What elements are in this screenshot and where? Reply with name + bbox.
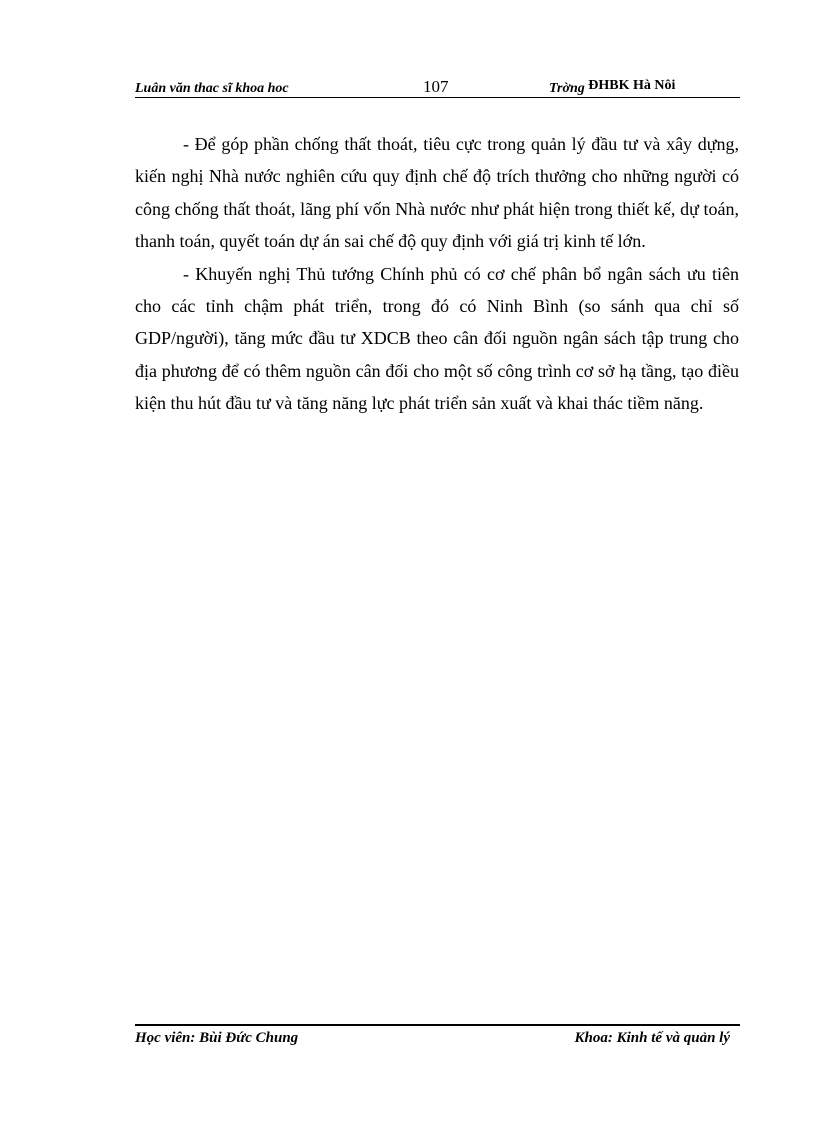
body-text xyxy=(135,128,739,420)
paragraph-1: - Để góp phần chống thất thoát, tiêu cực trong quản lý đầu tư và xây dựng, kiến nghị Nhà nước nghiên cứu quy định chế độ trích thưởng cho những người có công chống thất thoát, lãng phí vốn Nhà nước như phát hiện trong thiết kế, dự toán, thanh toán, quyết toán dự án sai chế độ quy định với giá trị kinh tế lớn. xyxy=(135,134,739,252)
page-header xyxy=(135,76,740,98)
header-rule xyxy=(135,97,740,98)
page-footer xyxy=(135,1024,740,1054)
thesis-title: Luân văn thac sĩ khoa hoc xyxy=(135,81,289,96)
footer-rule xyxy=(135,1024,740,1026)
paragraph-2: - Khuyến nghị Thủ tướng Chính phủ có cơ chế phân bổ ngân sách ưu tiên cho các tỉnh chậm phát triển, trong đó có Ninh Bình (so sánh qua chỉ số GDP/người), tăng mức đầu tư XDCB theo cân đối nguồn ngân sách tập trung cho địa phương để có thêm nguồn cân đối cho một số công trình cơ sở hạ tầng, tạo điều kiện thu hút đầu tư và tăng năng lực phát triển sản xuất và khai thác tiềm năng. xyxy=(135,263,739,414)
university-prefix: Trờng xyxy=(549,81,585,96)
page-number: 107 xyxy=(423,77,449,96)
university-suffix: ĐHBK Hà Nôi xyxy=(588,78,676,93)
student-name: Học viên: Bùi Đức Chung xyxy=(135,1030,299,1046)
university-name xyxy=(549,78,676,97)
faculty-name: Khoa: Kinh tế và quản lý xyxy=(574,1030,730,1046)
